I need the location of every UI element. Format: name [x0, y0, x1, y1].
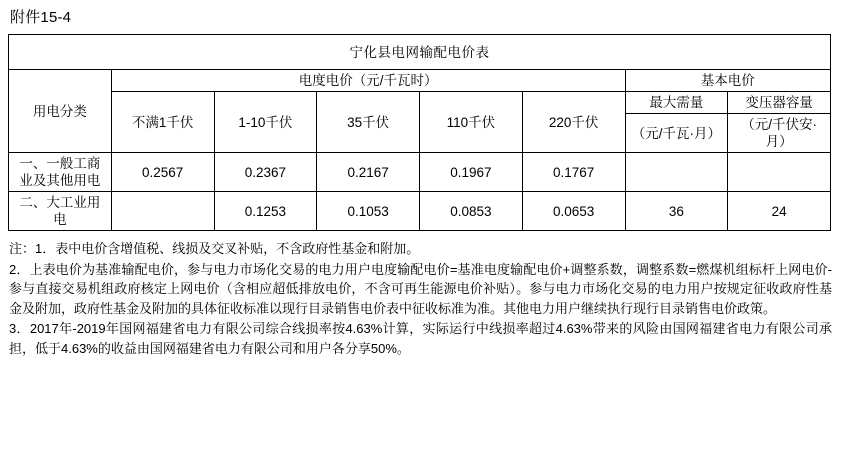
cell-max-demand: 36 — [625, 192, 728, 231]
cell-value: 0.0853 — [420, 192, 523, 231]
attachment-label: 附件15-4 — [10, 9, 72, 26]
header-row-group — [9, 70, 831, 92]
header-voltage-110kv: 110千伏 — [420, 92, 523, 153]
header-category: 用电分类 — [9, 70, 112, 153]
table-title: 宁化县电网输配电价表 — [9, 35, 831, 70]
note-1: 注：1．表中电价含增值税、线损及交叉补贴，不含政府性基金和附加。 — [9, 241, 420, 256]
cell-value — [111, 192, 214, 231]
cell-value: 0.0653 — [522, 192, 625, 231]
cell-value: 0.1053 — [317, 192, 420, 231]
header-max-demand-unit: （元/千瓦·月） — [625, 114, 728, 153]
notes-section — [8, 239, 833, 358]
table-title-row — [9, 35, 831, 70]
cell-transformer-capacity — [728, 153, 831, 192]
header-transformer-capacity-unit: （元/千伏安·月） — [728, 114, 831, 153]
cell-transformer-capacity: 24 — [728, 192, 831, 231]
header-transformer-capacity: 变压器容量 — [728, 92, 831, 114]
row-category-large-industrial: 二、大工业用电 — [9, 192, 112, 231]
table-row — [9, 153, 831, 192]
header-voltage-under-1kv: 不满1千伏 — [111, 92, 214, 153]
header-max-demand: 最大需量 — [625, 92, 728, 114]
header-energy-price-group: 电度电价（元/千瓦时） — [111, 70, 625, 92]
cell-value: 0.1253 — [214, 192, 317, 231]
note-3: 3．2017年-2019年国网福建省电力有限公司综合线损率按4.63%计算，实际运行中线损率超过4.63%带来的风险由国网福建省电力有限公司承担，低于4.63%的收益由国网福建省电力有限公司和用户各分享50%。 — [9, 321, 832, 356]
electricity-price-table — [8, 34, 831, 231]
table-row — [9, 192, 831, 231]
cell-value: 0.1767 — [522, 153, 625, 192]
cell-value: 0.1967 — [420, 153, 523, 192]
row-category-general-commercial: 一、一般工商业及其他用电 — [9, 153, 112, 192]
cell-value: 0.2167 — [317, 153, 420, 192]
cell-value: 0.2567 — [111, 153, 214, 192]
header-voltage-35kv: 35千伏 — [317, 92, 420, 153]
note-2: 2．上表电价为基准输配电价，参与电力市场化交易的电力用户电度输配电价=基准电度输配电价+调整系数，调整系数=燃煤机组标杆上网电价-参与直接交易机组政府核定上网电价（含相应超低排放电价，不含可再生能源电价补贴）。参与电力市场化交易的电力用户按规定征收政府性基金及附加，政府性基金及附加的具体征收标准以现行目录销售电价表中征收标准为准。其他电力用户继续执行现行目录销售电价政策。 — [9, 261, 832, 316]
cell-value: 0.2367 — [214, 153, 317, 192]
header-voltage-220kv: 220千伏 — [522, 92, 625, 153]
cell-max-demand — [625, 153, 728, 192]
header-basic-price-group: 基本电价 — [625, 70, 831, 92]
header-row-subgroup — [9, 92, 831, 114]
header-voltage-1-10kv: 1-10千伏 — [214, 92, 317, 153]
